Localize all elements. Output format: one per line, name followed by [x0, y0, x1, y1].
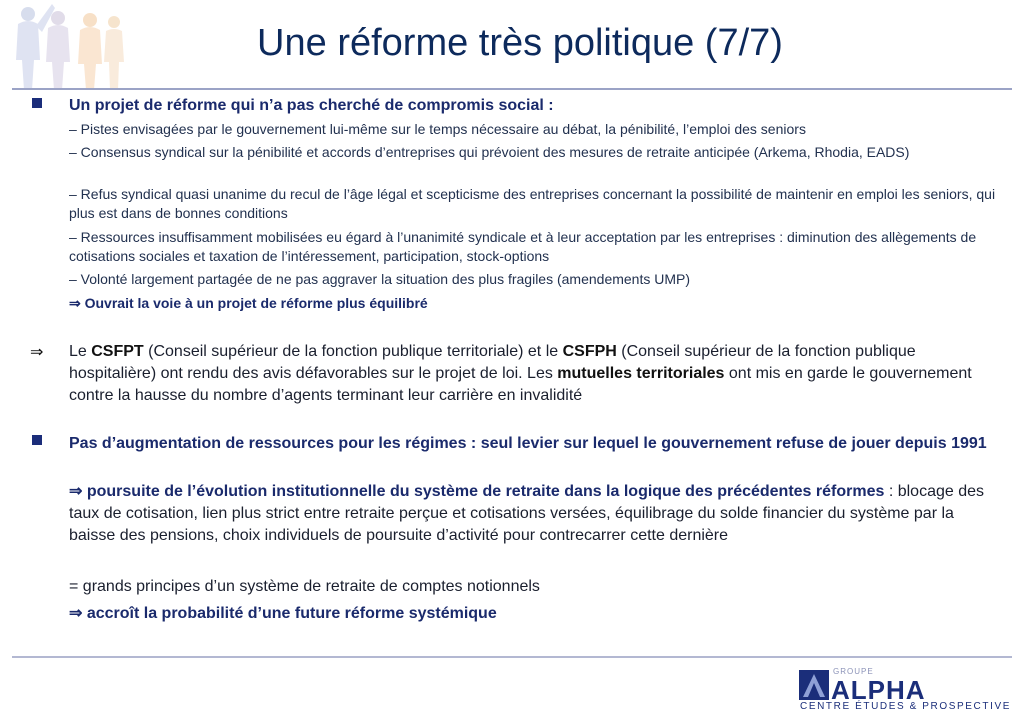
section2-text: ont mis en garde le gouvernement contre la hausse du nombre d’agents terminant leur carrière en invalidité [69, 365, 972, 404]
section3-heading: Pas d’augmentation de ressources pour les régimes : seul levier sur lequel le gouvernement refuse de jouer depuis 1991 [69, 435, 987, 452]
list-item: – Refus syndical quasi unanime du recul de l’âge légal et scepticisme des entreprises concernant la possibilité de maintenir en emploi les seniors, qui plus est dans de bonnes conditions [69, 186, 996, 221]
section1-heading: Un projet de réforme qui n’a pas cherché de compromis social : [69, 97, 554, 114]
section2-text: Le [69, 343, 92, 360]
logo-subtitle: CENTRE ÉTUDES & PROSPECTIVE [800, 701, 1012, 712]
mutuelles-term: mutuelles territoriales [557, 365, 725, 382]
section3-principles: = grands principes d’un système de retraite de comptes notionnels [69, 578, 540, 595]
square-bullet-icon [32, 98, 42, 108]
logo-name: ALPHA [831, 675, 926, 705]
section2-paragraph [69, 341, 1004, 407]
list-item: – Ressources insuffisamment mobilisées eu égard à l’unanimité syndicale et à leur acceptation par les entreprises : diminution des allègements de cotisations sociales et taxation de l’intéressement, participation, stock-options [69, 229, 977, 264]
list-item: – Volonté largement partagée de ne pas aggraver la situation des plus fragiles (amendements UMP) [69, 271, 691, 287]
section1-conclusion: ⇒ Ouvrait la voie à un projet de réforme plus équilibré [69, 295, 428, 311]
section3-bold: ⇒ poursuite de l’évolution institutionnelle du système de retraite dans la logique des précédentes réformes [69, 483, 885, 500]
section3-conclusion-text: ⇒ accroît la probabilité d’une future réforme systémique [69, 605, 497, 622]
square-bullet-icon [32, 435, 42, 445]
section2-text: (Conseil supérieur de la fonction publique territoriale) et le [143, 343, 563, 360]
section3-conclusion [69, 603, 1004, 625]
list-item: – Consensus syndical sur la pénibilité et accords d’entreprises qui prévoient des mesures de retraite anticipée (Arkema, Rhodia, EADS) [69, 144, 910, 160]
title-divider [12, 88, 1012, 90]
list-item: – Pistes envisagées par le gouvernement lui-même sur le temps nécessaire au débat, la pénibilité, l’emploi des seniors [69, 121, 806, 137]
logo-groupe: GROUPE [833, 667, 874, 676]
csfpt-term: CSFPT [91, 343, 144, 360]
alpha-logo-mark-icon [799, 670, 829, 700]
footer-divider [12, 656, 1012, 658]
section3-text: : blocage des taux de cotisation, lien plus strict entre retraite perçue et cotisations versées, équilibrage du solde financier du système par la baisse des pensions, choix individuels de poursuite d’activité pour contrecarrer cette dernière [69, 483, 984, 544]
section3-paragraph [69, 481, 1004, 547]
implies-arrow-icon: ⇒ [30, 344, 44, 361]
page-title: Une réforme très politique (7/7) [257, 22, 783, 64]
people-illustration [6, 0, 126, 92]
csfph-term: CSFPH [562, 343, 617, 360]
section2-text: (Conseil supérieur de la fonction publique hospitalière) ont rendu des avis défavorables sur le projet de loi. Les [69, 343, 916, 382]
